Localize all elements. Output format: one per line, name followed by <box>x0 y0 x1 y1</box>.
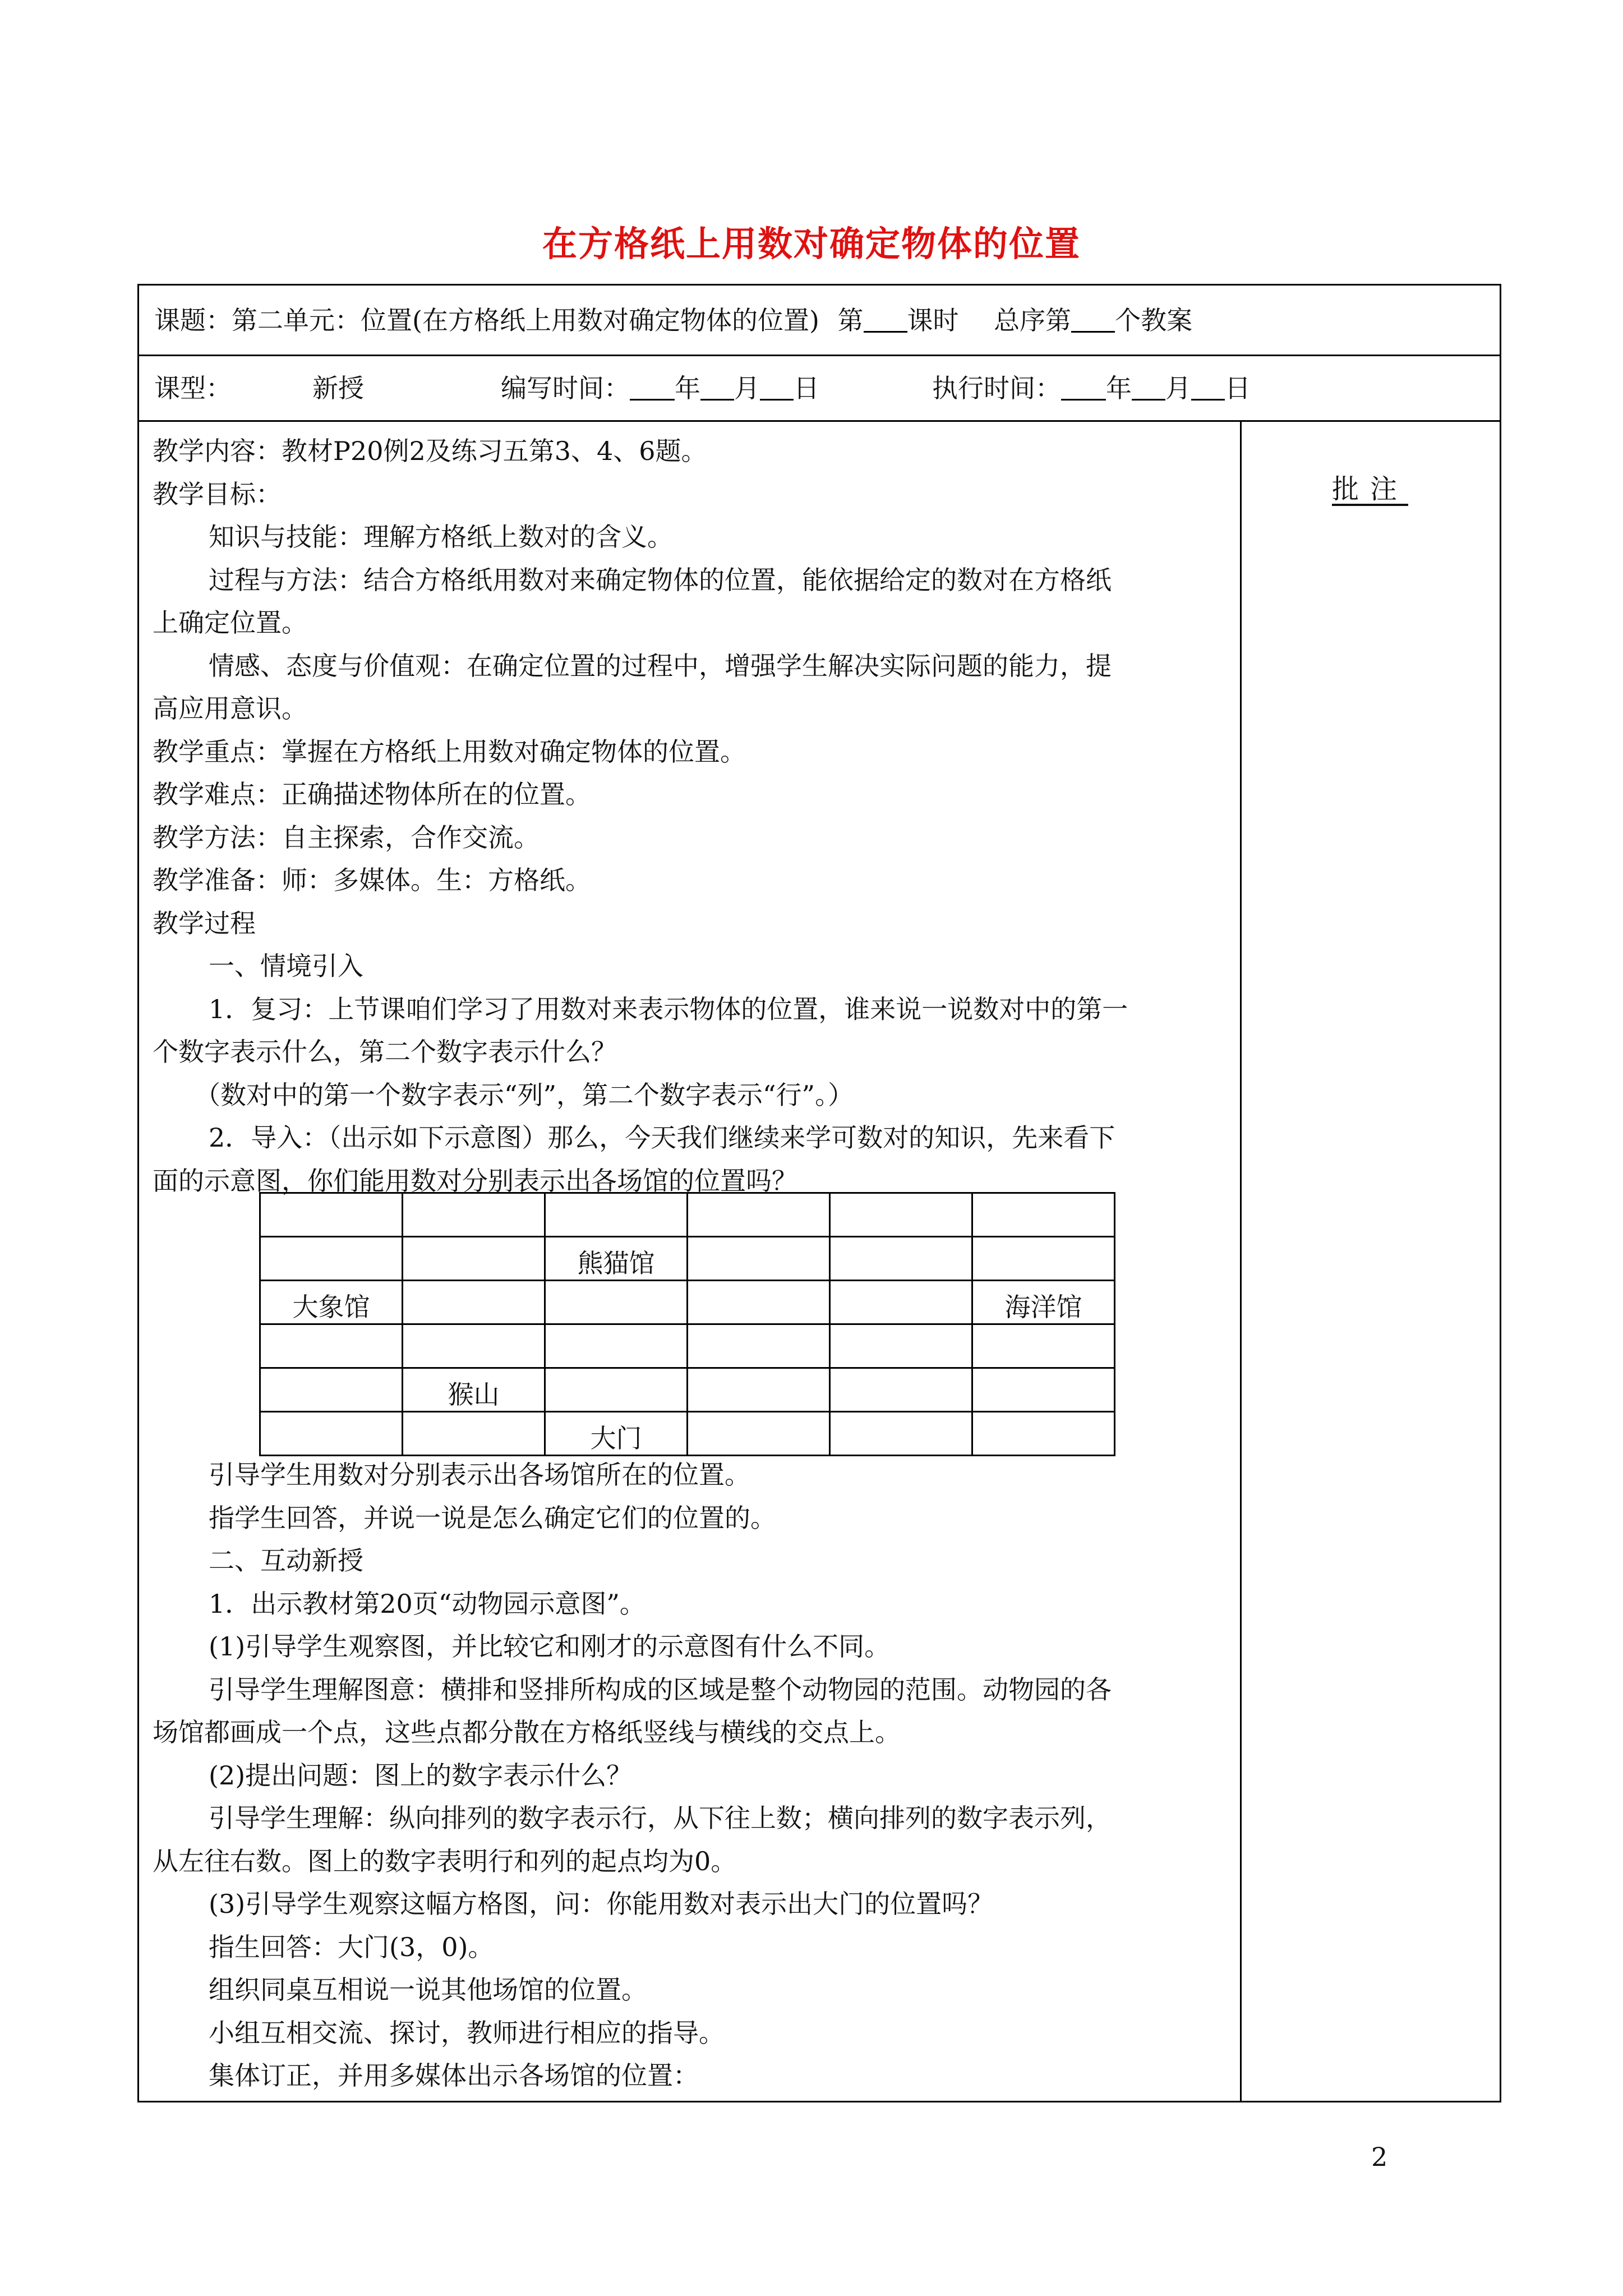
grid-cell <box>403 1193 545 1237</box>
grid-cell <box>688 1412 830 1456</box>
grid-cell <box>830 1193 972 1237</box>
content-line: 过程与方法：结合方格纸用数对来确定物体的位置，能依据给定的数对在方格纸 <box>209 564 1112 595</box>
content-line: 教学重点：掌握在方格纸上用数对确定物体的位置。 <box>153 736 746 767</box>
page-number: 2 <box>1371 2142 1388 2172</box>
grid-cell <box>260 1237 403 1281</box>
grid-row <box>260 1368 1115 1412</box>
content-line: 引导学生理解图意：横排和竖排所构成的区域是整个动物园的范围。动物园的各 <box>209 1674 1112 1705</box>
grid-cell <box>972 1237 1115 1281</box>
grid-row <box>260 1193 1115 1237</box>
content-line: 从左往右数。图上的数字表明行和列的起点均为0。 <box>153 1846 737 1876</box>
total-number-blank <box>1071 309 1115 333</box>
grid-cell <box>830 1281 972 1324</box>
content-line: 教学过程 <box>153 908 256 938</box>
grid-cell: 大象馆 <box>260 1281 403 1324</box>
write-time: 编写时间： 年 月 日 <box>501 373 819 403</box>
type-value: 新授 <box>312 373 364 403</box>
content-line: 组织同桌互相说一说其他场馆的位置。 <box>209 1975 647 2005</box>
lesson-content-continued <box>153 1453 1229 2097</box>
grid-cell <box>830 1324 972 1368</box>
grid-cell <box>972 1193 1115 1237</box>
content-line: 1．复习：上节课咱们学习了用数对来表示物体的位置，谁来说一说数对中的第一 <box>209 993 1128 1024</box>
header-row-topic <box>139 286 1500 356</box>
grid-row <box>260 1281 1115 1324</box>
content-line: 上确定位置。 <box>153 608 307 638</box>
content-line: 2．导入：（出示如下示意图）那么，今天我们继续来学可数对的知识，先来看下 <box>209 1122 1115 1153</box>
total-prefix: 总序第 <box>994 305 1072 335</box>
grid-cell <box>545 1324 688 1368</box>
grid-cell <box>830 1237 972 1281</box>
header-row-type <box>139 356 1500 422</box>
content-line: 教学方法：自主探索，合作交流。 <box>153 822 540 853</box>
content-line: 面的示意图，你们能用数对分别表示出各场馆的位置吗？ <box>153 1165 797 1196</box>
zoo-grid-table <box>259 1192 1115 1456</box>
grid-row <box>260 1412 1115 1456</box>
grid-cell <box>403 1237 545 1281</box>
grid-cell <box>972 1412 1115 1456</box>
content-line: 场馆都画成一个点，这些点都分散在方格纸竖线与横线的交点上。 <box>153 1717 901 1747</box>
grid-cell <box>688 1281 830 1324</box>
lesson-number-blank <box>864 309 907 333</box>
grid-cell <box>688 1324 830 1368</box>
grid-row <box>260 1324 1115 1368</box>
content-line: 知识与技能：理解方格纸上数对的含义。 <box>209 522 673 552</box>
content-line: 1．出示教材第20页“动物园示意图”。 <box>209 1588 645 1619</box>
grid-cell <box>403 1324 545 1368</box>
grid-cell <box>403 1281 545 1324</box>
content-line: 集体订正，并用多媒体出示各场馆的位置： <box>209 2060 699 2091</box>
notes-heading: 批注 <box>1332 473 1409 505</box>
content-line: 教学难点：正确描述物体所在的位置。 <box>153 779 591 809</box>
grid-cell <box>830 1368 972 1412</box>
grid-cell <box>830 1412 972 1456</box>
content-line: 高应用意识。 <box>153 693 307 724</box>
total-suffix: 个教案 <box>1115 305 1193 335</box>
grid-row <box>260 1237 1115 1281</box>
content-line: (2)提出问题：图上的数字表示什么？ <box>209 1760 633 1791</box>
content-line: 指生回答：大门(3，0)。 <box>209 1931 494 1962</box>
grid-cell: 熊猫馆 <box>545 1237 688 1281</box>
grid-cell <box>260 1412 403 1456</box>
content-line: 教学准备：师：多媒体。生：方格纸。 <box>153 865 591 895</box>
grid-cell <box>403 1412 545 1456</box>
content-line: 指学生回答，并说一说是怎么确定它们的位置的。 <box>209 1502 776 1533</box>
notes-column-divider <box>1240 422 1242 2101</box>
grid-cell <box>972 1368 1115 1412</box>
content-line: 一、情境引入 <box>209 951 363 981</box>
grid-cell <box>688 1193 830 1237</box>
grid-cell: 猴山 <box>403 1368 545 1412</box>
content-line: （数对中的第一个数字表示“列”，第二个数字表示“行”。） <box>195 1079 854 1110</box>
lesson-prefix: 第 <box>837 305 864 335</box>
grid-cell <box>688 1368 830 1412</box>
grid-cell <box>972 1324 1115 1368</box>
grid-cell <box>260 1368 403 1412</box>
lesson-suffix: 课时 <box>907 305 959 335</box>
lesson-content <box>153 430 1229 1202</box>
content-line: (1)引导学生观察图，并比较它和刚才的示意图有什么不同。 <box>209 1631 891 1662</box>
type-label: 课型： <box>154 373 232 403</box>
content-line: 小组互相交流、探讨，教师进行相应的指导。 <box>209 2017 725 2048</box>
grid-cell <box>260 1193 403 1237</box>
topic-label: 课题：第二单元：位置(在方格纸上用数对确定物体的位置) <box>154 305 819 335</box>
content-line: 情感、态度与价值观：在确定位置的过程中，增强学生解决实际问题的能力，提 <box>209 650 1112 681</box>
exec-time: 执行时间： 年 月 日 <box>932 373 1251 403</box>
grid-cell <box>545 1281 688 1324</box>
grid-cell <box>688 1237 830 1281</box>
content-line: 教学目标： <box>153 478 282 509</box>
grid-cell <box>545 1368 688 1412</box>
page-title: 在方格纸上用数对确定物体的位置 <box>542 223 1081 264</box>
content-line: 引导学生理解：纵向排列的数字表示行，从下往上数；横向排列的数字表示列， <box>209 1803 1112 1833</box>
content-line: (3)引导学生观察这幅方格图，问：你能用数对表示出大门的位置吗？ <box>209 1889 994 1919</box>
content-line: 个数字表示什么，第二个数字表示什么？ <box>153 1037 617 1067</box>
grid-cell <box>545 1193 688 1237</box>
grid-cell: 大门 <box>545 1412 688 1456</box>
content-line: 二、互动新授 <box>209 1545 363 1576</box>
content-line: 教学内容：教材P20例2及练习五第3、4、6题。 <box>153 436 707 466</box>
content-line: 引导学生用数对分别表示出各场馆所在的位置。 <box>209 1460 750 1490</box>
grid-cell: 海洋馆 <box>972 1281 1115 1324</box>
grid-cell <box>260 1324 403 1368</box>
